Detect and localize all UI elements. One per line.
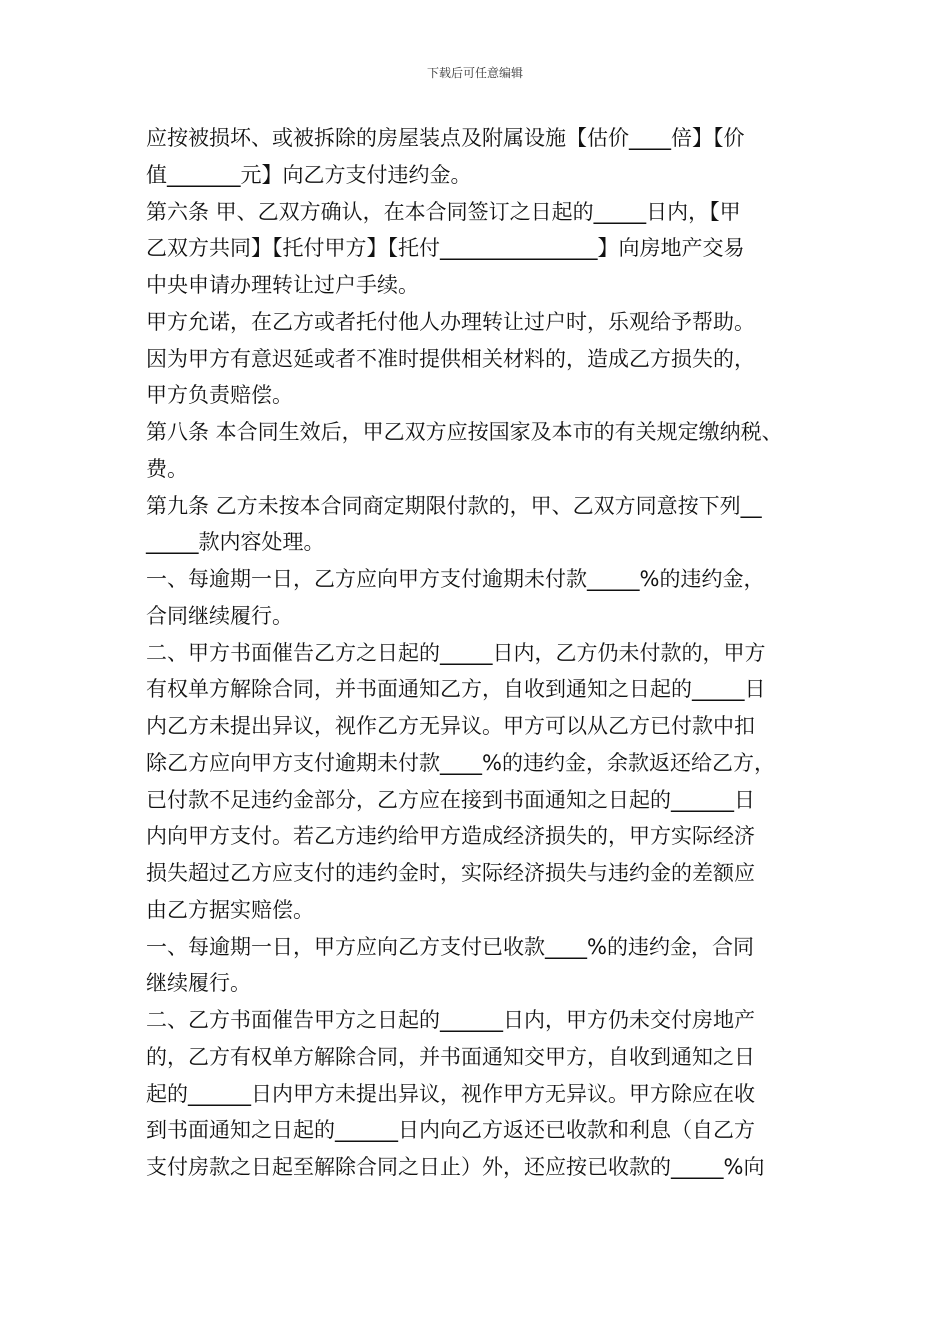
text-line: 内乙方未提出异议，视作乙方无异议。甲方可以从乙方已付款中扣	[146, 714, 755, 738]
text-line: 损失超过乙方应支付的违约金时，实际经济损失与违约金的差额应	[146, 861, 755, 885]
text-line: 应按被损坏、或被拆除的房屋装点及附属设施【估价____倍】【价	[146, 126, 745, 150]
text-line: 已付款不足违约金部分，乙方应在接到书面通知之日起的______日	[146, 787, 755, 812]
text-line: 由乙方据实赔偿。	[146, 897, 314, 922]
text-line: 起的______日内甲方未提出异议，视作甲方无异议。甲方除应在收	[146, 1081, 755, 1106]
text-line: 一、每逾期一日，甲方应向乙方支付已收款____%的违约金，合同	[146, 934, 754, 959]
text-line: 甲方允诺，在乙方或者托付他人办理转让过户时，乐观给予帮助。	[146, 309, 755, 334]
text-line: 二、乙方书面催告甲方之日起的______日内，甲方仍未交付房地产	[146, 1008, 755, 1032]
text-line: 值_______元】向乙方支付违约金。	[146, 162, 472, 187]
text-line: 合同继续履行。	[146, 603, 293, 628]
text-line: 有权单方解除合同，并书面通知乙方，自收到通知之日起的_____日	[146, 677, 766, 702]
text-line: 第八条 本合同生效后，甲乙双方应按国家及本市的有关规定缴纳税、	[146, 420, 783, 444]
text-line: 的，乙方有权单方解除合同，并书面通知交甲方，自收到通知之日	[146, 1044, 755, 1069]
text-line: 支付房款之日起至解除合同之日止）外，还应按已收款的_____%向	[146, 1155, 765, 1179]
text-line: 费。	[146, 456, 188, 481]
text-line: 中央申请办理转让过户手续。	[146, 273, 419, 297]
text-line: 因为甲方有意迟延或者不准时提供相关材料的，造成乙方损失的，	[146, 346, 755, 371]
text-line: 一、每逾期一日，乙方应向甲方支付逾期未付款_____%的违约金，	[146, 567, 765, 591]
text-line: 继续履行。	[146, 971, 251, 996]
text-line: 到书面通知之日起的______日内向乙方返还已收款和利息（自乙方	[146, 1118, 755, 1143]
text-line: _____款内容处理。	[146, 530, 325, 555]
text-line: 甲方负责赔偿。	[146, 383, 293, 408]
text-line: 第九条 乙方未按本合同商定期限付款的，甲、乙双方同意按下列__	[146, 493, 762, 518]
text-line: 乙双方共同】【托付甲方】【托付_______________】向房地产交易	[146, 236, 745, 261]
document-body	[146, 120, 816, 1186]
text-line: 二、甲方书面催告乙方之日起的_____日内，乙方仍未付款的，甲方	[146, 640, 766, 665]
text-line: 内向甲方支付。若乙方违约给甲方造成经济损失的，甲方实际经济	[146, 824, 755, 849]
text-line: 第六条 甲、乙双方确认，在本合同签订之日起的_____日内，【甲	[146, 199, 741, 224]
page-header: 下载后可任意编辑	[426, 66, 523, 80]
text-line: 除乙方应向甲方支付逾期未付款____%的违约金，余款返还给乙方，	[146, 750, 775, 775]
